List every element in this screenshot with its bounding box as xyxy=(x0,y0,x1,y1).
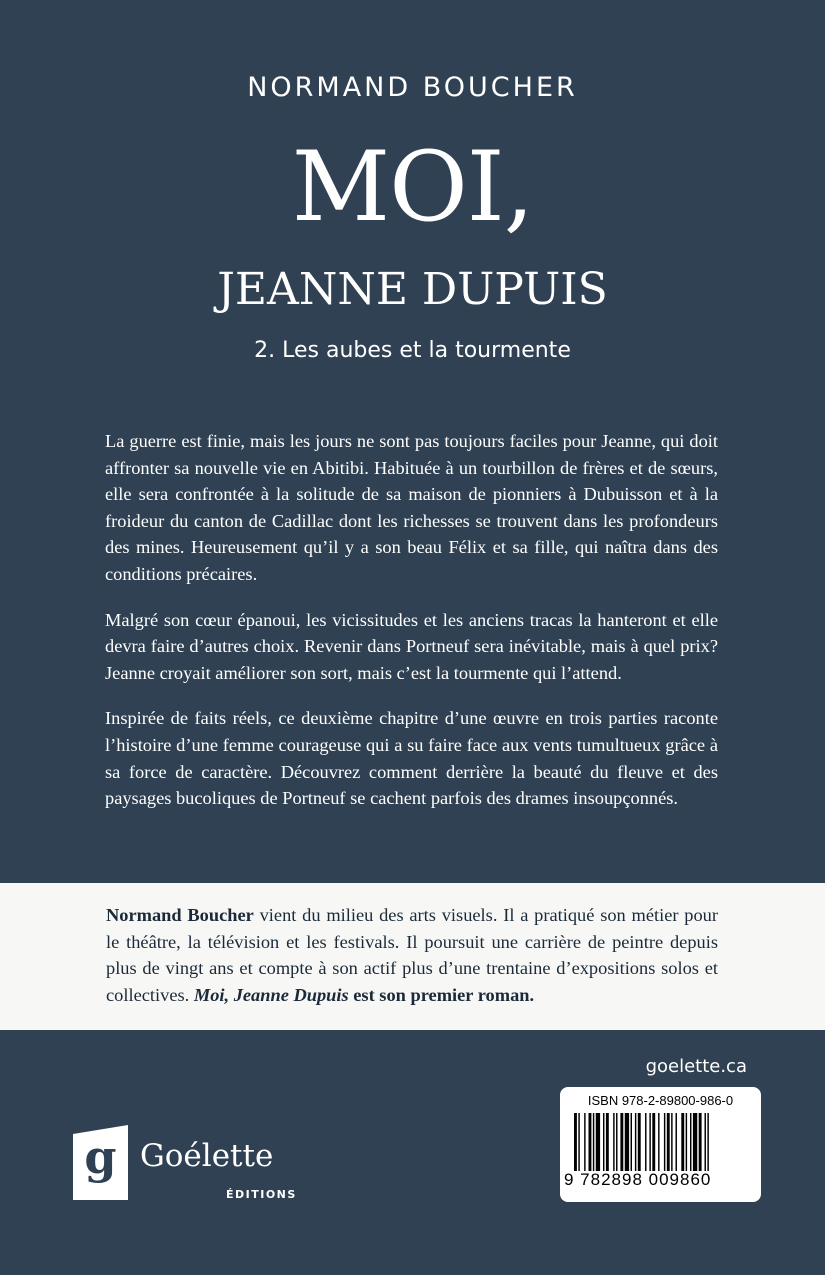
barcode-bar xyxy=(616,1113,617,1171)
blurb-paragraph: Inspirée de faits réels, ce deuxième chapitre d’une œuvre en trois parties raconte l’histoire d’une femme courageuse qui a su faire face aux vents tumultueux grâce à sa force de caractère. Découvrez comment derrière la beauté du fleuve et des paysages bucoliques de Portneuf se cachent parfois des drames insoupçonnés. xyxy=(105,708,718,809)
bio-text: vient du milieu des arts visuels. Il a pratiqué son métier pour le théâtre, la télévision et les festivals. Il poursuit une carrière de peintre depuis plus de vingt ans et compte à son actif plus d’une trentaine d’expositions solos et collectives. xyxy=(106,905,718,1005)
publisher-website: goelette.ca xyxy=(645,1056,747,1077)
barcode-bar xyxy=(671,1113,672,1171)
blurb xyxy=(105,428,718,831)
barcode-bar xyxy=(676,1113,677,1171)
barcode-bar xyxy=(613,1113,614,1171)
publisher-logo-letter: g xyxy=(84,1130,117,1184)
barcode-bar xyxy=(589,1113,592,1171)
barcode-bar xyxy=(635,1113,636,1171)
barcode-bar xyxy=(699,1113,702,1171)
barcode-bar xyxy=(649,1113,650,1171)
author-bio-band xyxy=(0,883,825,1030)
bio-author-name: Normand Boucher xyxy=(106,905,254,925)
bio-closing: est son premier roman. xyxy=(348,984,535,1005)
barcode-digits: 9 782898 009860 xyxy=(564,1170,712,1189)
barcode-bar xyxy=(596,1113,600,1171)
publisher-name: Goélette xyxy=(140,1138,274,1174)
book-title-line2: JEANNE DUPUIS xyxy=(217,264,608,315)
barcode-bar xyxy=(686,1113,687,1171)
barcode-bar xyxy=(652,1113,655,1171)
barcode-bar xyxy=(584,1113,585,1171)
barcode-bar xyxy=(593,1113,594,1171)
bio-book-title: Moi, Jeanne Dupuis xyxy=(193,984,349,1005)
barcode-bar xyxy=(667,1113,670,1171)
book-title-line1: MOI, xyxy=(291,131,534,243)
barcode-bar xyxy=(620,1113,623,1171)
barcode-bar xyxy=(625,1113,629,1171)
book-subtitle: 2. Les aubes et la tourmente xyxy=(254,338,571,363)
barcode-bar xyxy=(638,1113,641,1171)
barcode-bar xyxy=(664,1113,665,1171)
blurb-paragraph: La guerre est finie, mais les jours ne sont pas toujours faciles pour Jeanne, qui doit affronter sa nouvelle vie en Abitibi. Habituée à un tourbillon de frères et de sœurs, elle sera confrontée à la solitude de sa maison de pionniers à Dubuisson et à la froideur du canton de Cadillac dont les richesses se trouvent dans les profondeurs des mines. Heureusement qu’il y a son beau Félix et sa fille, qui naîtra dans des conditions précaires. xyxy=(105,431,718,584)
publisher-tagline: ÉDITIONS xyxy=(226,1188,297,1201)
barcode-bar xyxy=(645,1113,646,1171)
barcode-bar xyxy=(693,1113,697,1171)
barcode-bar xyxy=(603,1113,604,1171)
isbn-label: ISBN 978-2-89800-986-0 xyxy=(587,1093,734,1108)
barcode-bar xyxy=(658,1113,659,1171)
barcode-bar xyxy=(707,1113,708,1171)
barcode xyxy=(560,1087,761,1202)
barcode-bars xyxy=(574,1113,754,1171)
barcode-bar xyxy=(631,1113,632,1171)
barcode-bar xyxy=(574,1113,577,1171)
barcode-bar xyxy=(681,1113,684,1171)
barcode-bar xyxy=(606,1113,609,1171)
barcode-bar xyxy=(705,1113,706,1171)
barcode-bar xyxy=(578,1113,579,1171)
author-bio xyxy=(106,902,718,1008)
blurb-paragraph: Malgré son cœur épanoui, les vicissitudes et les anciens tracas la hanteront et elle devra faire d’autres choix. Revenir dans Portneuf sera inévitable, mais à quel prix? Jeanne croyait améliorer son sort, mais c’est la tourmente qui l’attend. xyxy=(105,609,718,683)
barcode-bar xyxy=(690,1113,691,1171)
author-name: NORMAND BOUCHER xyxy=(247,72,578,103)
